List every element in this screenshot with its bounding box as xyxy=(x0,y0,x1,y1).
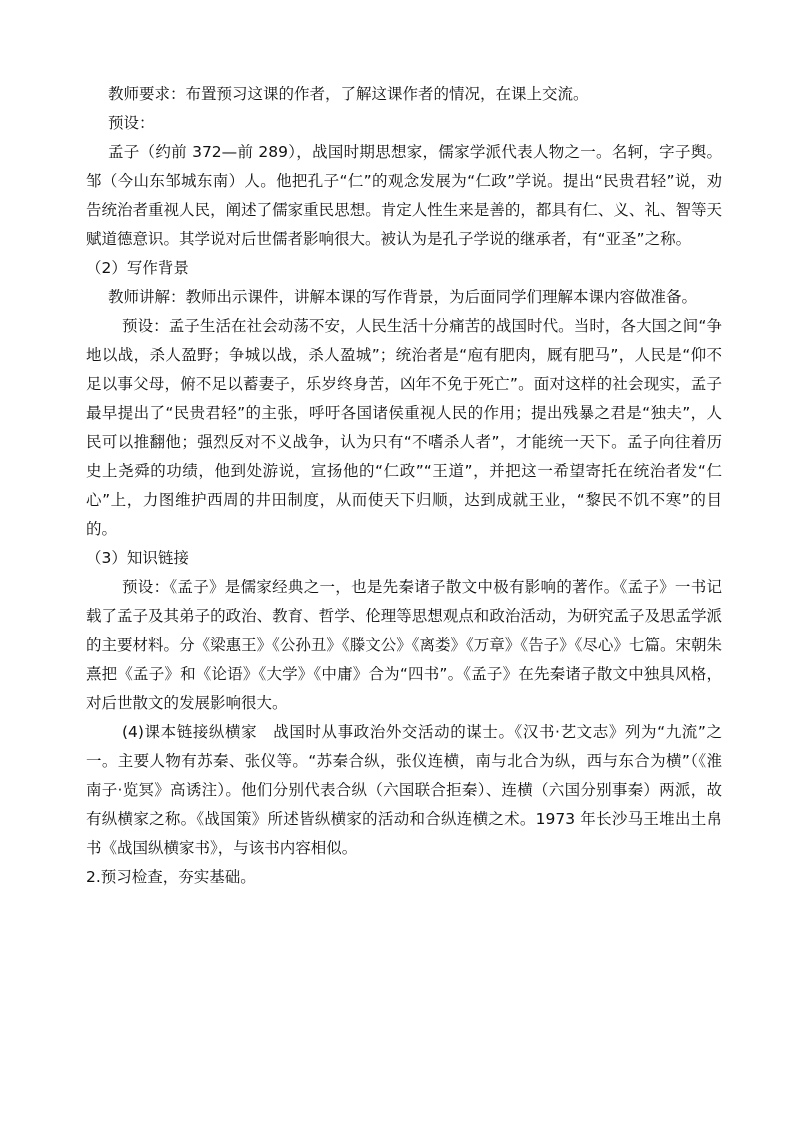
document-body xyxy=(86,80,722,892)
teacher-requirement-paragraph: 教师要求：布置预习这课的作者，了解这课作者的情况，在课上交流。 xyxy=(108,85,589,103)
teacher-explanation-paragraph: 教师讲解：教师出示课件，讲解本课的写作背景，为后面同学们理解本课内容做准备。 xyxy=(108,288,698,306)
background-preset-paragraph: 预设：孟子生活在社会动荡不安，人民生活十分痛苦的战国时代。当时，各大国之间“争地以战，杀人盈野；争城以战，杀人盈城”；统治者是“庖有肥肉，厩有肥马”，人民是“仰不足以事父母，俯不足以蓄妻子，乐岁终身苦，凶年不免于死亡”。面对这样的社会现实，孟子最早提出了“民贵君轻”的主张，呼吁各国诸侯重视人民的作用；提出残暴之君是“独夫”，人民可以推翻他；强烈反对不义战争，认为只有“不嗜杀人者”，才能统一天下。孟子向往着历史上尧舜的功绩，他到处游说，宣扬他的“仁政”“王道”，并把这一希望寄托在统治者发“仁心”上，力图维护西周的井田制度，从而使天下归顺，达到成就王业，“黎民不饥不寒”的目的。 xyxy=(86,317,722,538)
section-heading-writing-background: （2）写作背景 xyxy=(86,259,189,277)
preview-check-line: 2.预习检查，夯实基础。 xyxy=(86,868,256,886)
section-heading-knowledge-link: （3）知识链接 xyxy=(86,549,189,567)
knowledge-link-paragraph: 预设：《孟子》是儒家经典之一，也是先秦诸子散文中极有影响的著作。《孟子》一书记载了孟子及其弟子的政治、教育、哲学、伦理等思想观点和政治活动，为研究孟子及思孟学派的主要材料。分《梁惠王》《公孙丑》《滕文公》《离娄》《万章》《告子》《尽心》七篇。宋朝朱熹把《孟子》和《论语》《大学》《中庸》合为“四书”。《孟子》在先秦诸子散文中独具风格，对后世散文的发展影响很大。 xyxy=(86,578,722,712)
strategists-paragraph: (4)课本链接纵横家 战国时从事政治外交活动的谋士。《汉书·艺文志》列为“九流”之一。主要人物有苏秦、张仪等。“苏秦合纵，张仪连横，南与北合为纵，西与东合为横”（《淮南子·览冥》高诱注）。他们分别代表合纵（六国联合拒秦）、连横（六国分别事秦）两派，故有纵横家之称。《战国策》所述皆纵横家的活动和合纵连横之术。1973 年长沙马王堆出土帛书《战国纵横家书》，与该书内容相似。 xyxy=(86,723,722,857)
preset-label: 预设： xyxy=(108,114,155,132)
mencius-bio-paragraph: 孟子（约前 372—前 289），战国时期思想家，儒家学派代表人物之一。名轲，字子舆。邹（今山东邹城东南）人。他把孔子“仁”的观念发展为“仁政”学说。提出“民贵君轻”说，劝告统治者重视人民，阐述了儒家重民思想。肯定人性生来是善的，都具有仁、义、礼、智等天赋道德意识。其学说对后世儒者影响很大。被认为是孔子学说的继承者，有“亚圣”之称。 xyxy=(86,143,722,248)
